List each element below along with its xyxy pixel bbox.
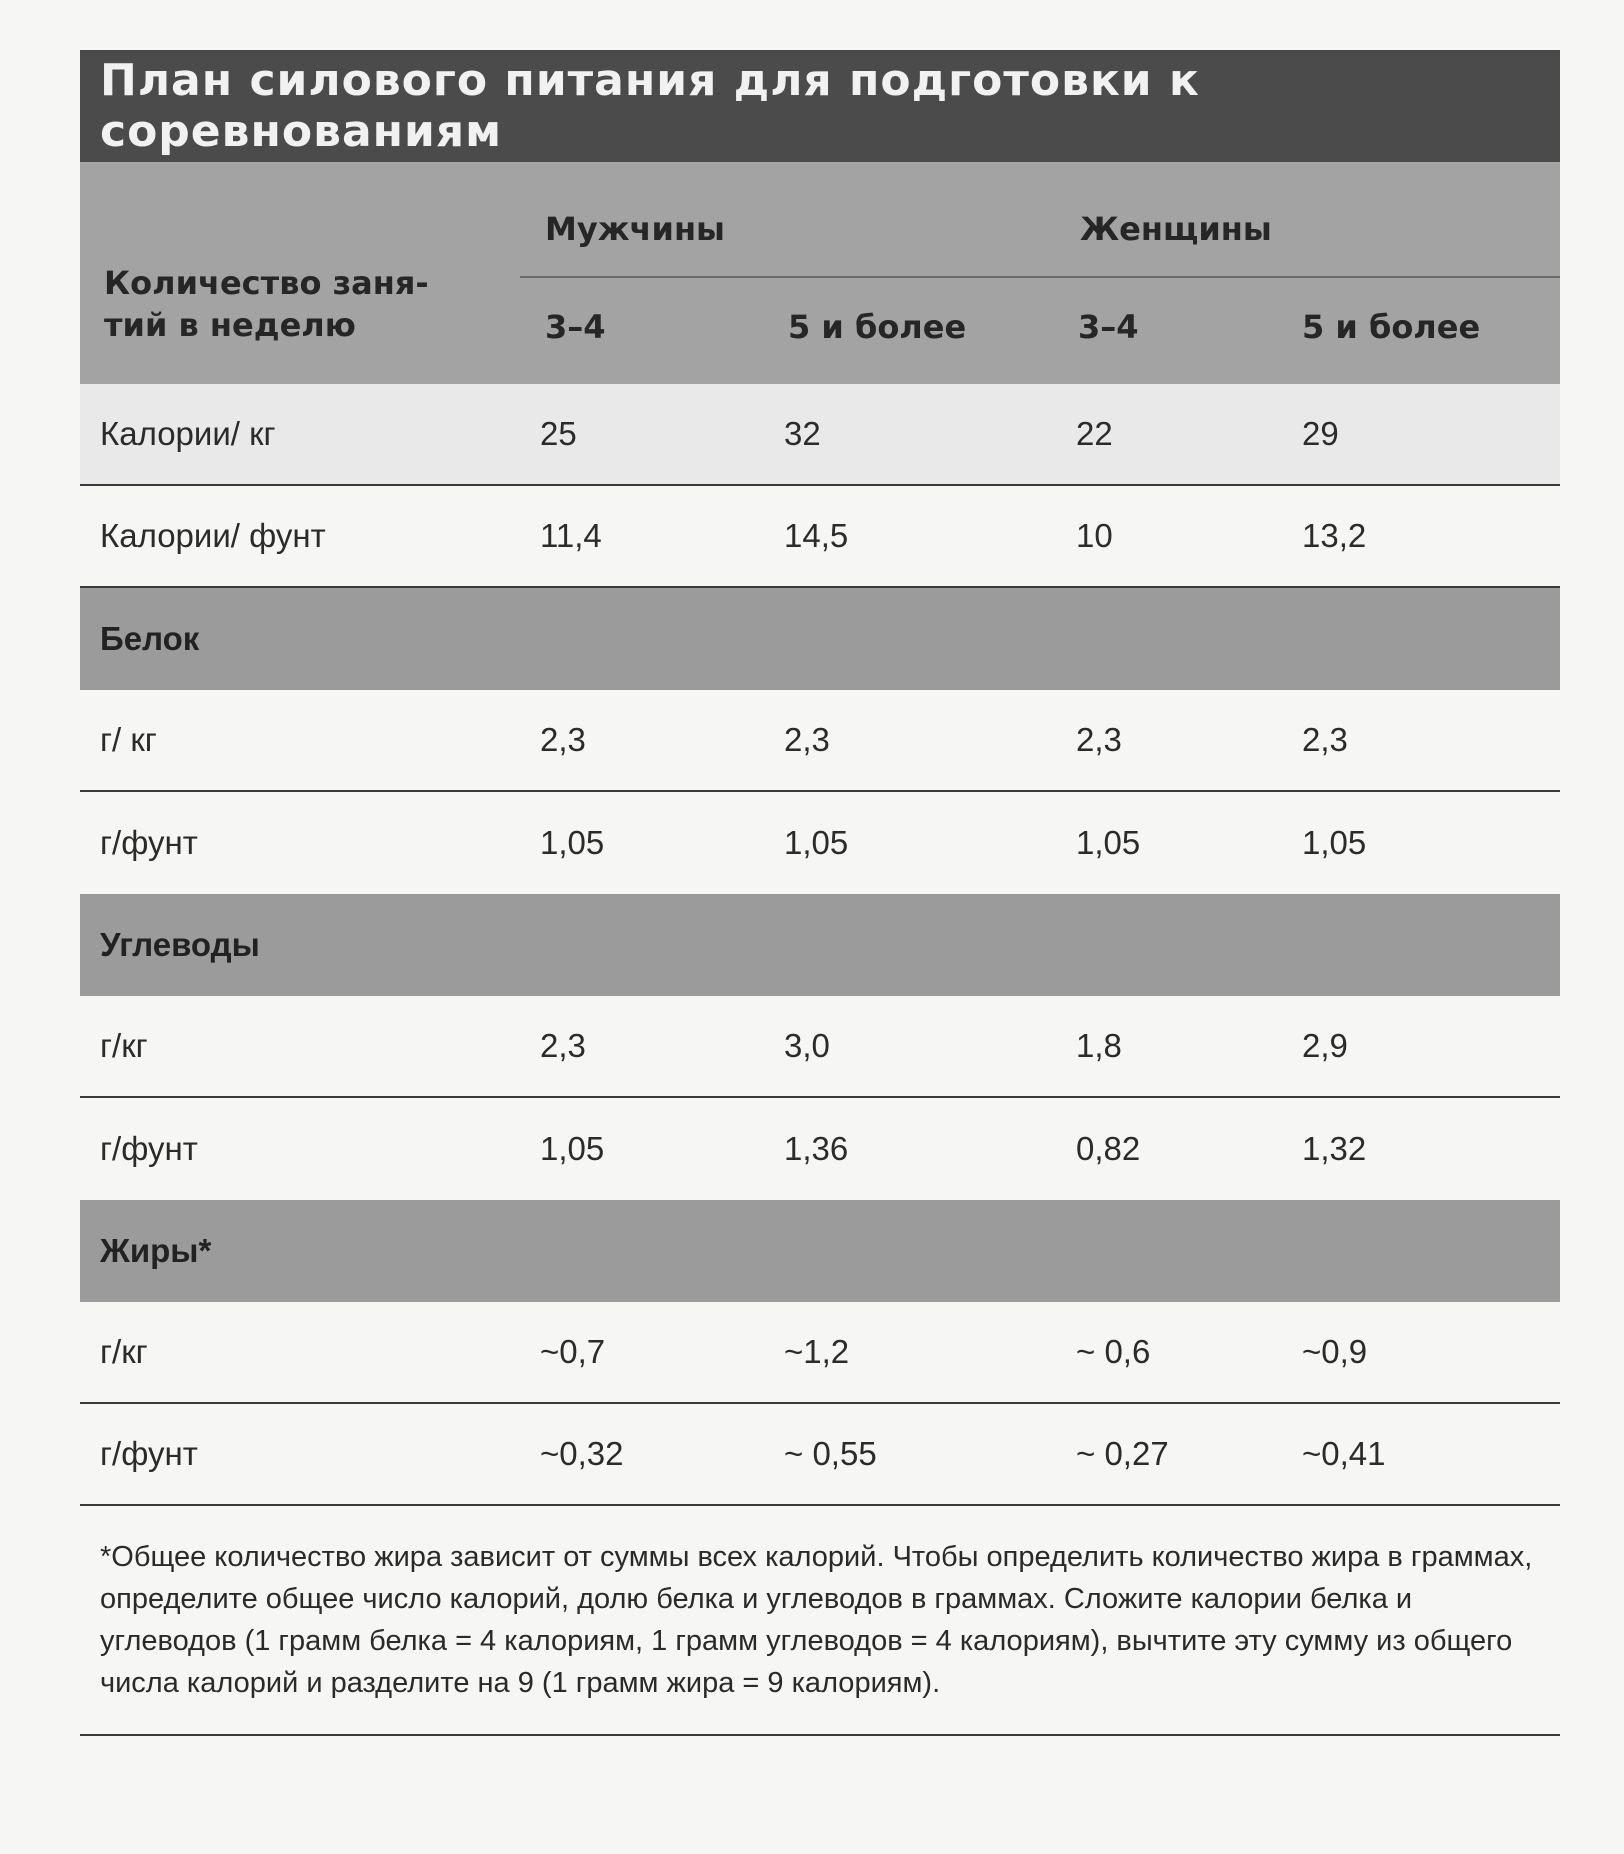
header-divider (520, 276, 1560, 278)
table-row (80, 1098, 1560, 1200)
cell: 2,3 (784, 721, 830, 758)
table-title-bar (80, 50, 1560, 162)
cell: ~0,7 (540, 1333, 606, 1370)
table-row (80, 486, 1560, 588)
cell: 2,3 (540, 1027, 586, 1064)
table-row (80, 996, 1560, 1098)
cell: ~0,32 (540, 1435, 624, 1472)
row-label: г/фунт (100, 1435, 198, 1472)
section-title: Жиры* (100, 1232, 212, 1269)
row-label: Калории/ кг (100, 415, 276, 452)
section-header-fats (80, 1200, 1560, 1302)
row-label: г/фунт (100, 824, 198, 861)
cell: 1,05 (784, 824, 849, 861)
cell: 1,32 (1302, 1130, 1367, 1167)
row-label-header: Количество заня-тий в неделю (104, 264, 429, 344)
cell: ~ 0,55 (784, 1435, 877, 1472)
section-title: Белок (100, 620, 200, 657)
row-label: Калории/ фунт (100, 517, 326, 554)
cell: 1,8 (1076, 1027, 1122, 1064)
group-men: Мужчины (545, 210, 725, 248)
cell: 1,05 (1076, 824, 1141, 861)
table-title: План силового питания для подготовки к соревнованиям (100, 55, 1200, 157)
subcol-women-3-4: 3–4 (1078, 308, 1139, 346)
row-label: г/ кг (100, 721, 157, 758)
cell: 2,3 (1302, 721, 1348, 758)
cell: 3,0 (784, 1027, 830, 1064)
cell: 14,5 (784, 517, 849, 554)
table-row (80, 1404, 1560, 1506)
cell: ~ 0,6 (1076, 1333, 1151, 1370)
row-label: г/кг (100, 1027, 148, 1064)
cell: 22 (1076, 415, 1113, 452)
cell: 0,82 (1076, 1130, 1141, 1167)
table-row (80, 384, 1560, 486)
cell: 13,2 (1302, 517, 1367, 554)
bottom-divider (80, 1734, 1560, 1736)
table-row (80, 690, 1560, 792)
table-row (80, 792, 1560, 894)
cell: 2,3 (1076, 721, 1122, 758)
footnote: *Общее количество жира зависит от суммы всех калорий. Чтобы определить количество жира в граммах, определите общее число калорий, долю белка и углеводов в граммах. Сложите калории белка и углеводов (1 грамм белка = 4 калориям, 1 грамм углеводов = 4 калориям), вычтите эту сумму из общего числа калорий и разделите на 9 (1 грамм жира = 9 калориям). (100, 1541, 1533, 1699)
cell: 11,4 (540, 517, 602, 554)
cell: ~0,41 (1302, 1435, 1386, 1472)
cell: 10 (1076, 517, 1113, 554)
cell: 2,9 (1302, 1027, 1348, 1064)
group-women: Женщины (1080, 210, 1272, 248)
cell: 1,05 (540, 1130, 605, 1167)
cell: 1,36 (784, 1130, 849, 1167)
cell: 32 (784, 415, 821, 452)
row-label: г/фунт (100, 1130, 198, 1167)
cell: ~0,9 (1302, 1333, 1368, 1370)
cell: 25 (540, 415, 577, 452)
cell: 29 (1302, 415, 1339, 452)
section-header-protein (80, 588, 1560, 690)
subcol-men-5plus: 5 и более (788, 308, 967, 346)
cell: 1,05 (540, 824, 605, 861)
row-label: г/кг (100, 1333, 148, 1370)
table-header (80, 162, 1560, 384)
subcol-women-5plus: 5 и более (1302, 308, 1481, 346)
subcol-men-3-4: 3–4 (545, 308, 606, 346)
cell: ~ 0,27 (1076, 1435, 1169, 1472)
cell: 2,3 (540, 721, 586, 758)
table-row (80, 1302, 1560, 1404)
nutrition-table (80, 50, 1560, 1736)
cell: 1,05 (1302, 824, 1367, 861)
cell: ~1,2 (784, 1333, 850, 1370)
section-title: Углеводы (100, 926, 260, 963)
section-header-carbs (80, 894, 1560, 996)
